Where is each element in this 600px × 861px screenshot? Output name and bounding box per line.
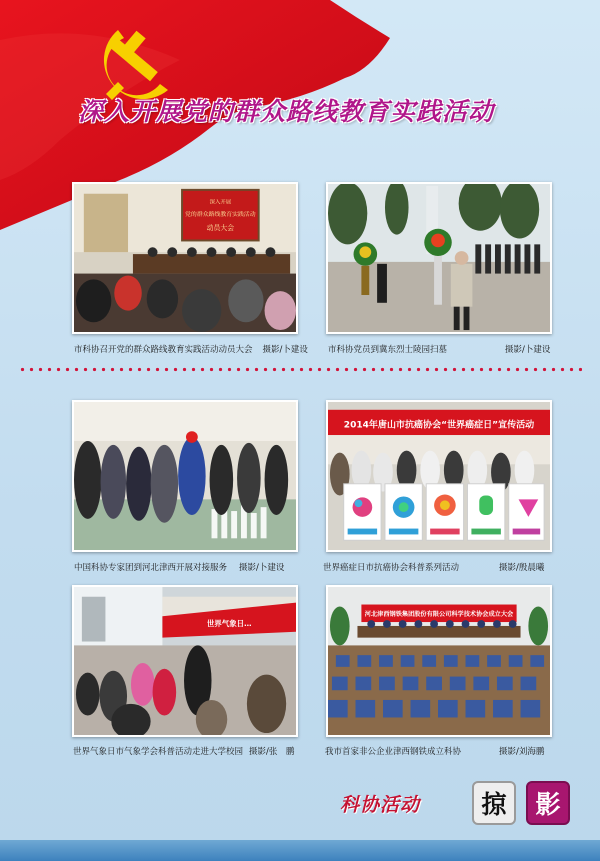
caption-photo-1 xyxy=(74,343,308,355)
caption-text: 我市首家非公企业津西钢铁成立科协 xyxy=(325,747,462,757)
caption-photo-3 xyxy=(74,561,284,573)
caption-credit: 摄影/刘海鹏 xyxy=(499,747,545,757)
caption-credit: 摄影/卜建设 xyxy=(505,345,551,355)
cancer-day-banner: 2014年唐山市抗癌协会“世界癌症日”宣传活动 xyxy=(343,420,535,431)
photo-meteorology-day xyxy=(72,585,298,737)
photo-world-cancer-day xyxy=(326,400,552,552)
dotted-divider xyxy=(18,365,582,374)
caption-photo-4 xyxy=(323,561,544,573)
caption-text: 世界癌症日市抗癌协会科普系列活动 xyxy=(323,563,460,573)
screen-text-line-3: 动员大会 xyxy=(206,223,235,232)
photo-jinxi-steel-association xyxy=(326,585,552,737)
screen-text-line-2: 党的群众路线教育实践活动 xyxy=(185,212,256,219)
caption-credit: 摄影/卜建设 xyxy=(262,345,308,355)
caption-text: 市科协党员到冀东烈士陵园扫墓 xyxy=(328,345,448,355)
footer-section-title: 科协活动 xyxy=(340,794,421,816)
page-title: 深入开展党的群众路线教育实践活动 xyxy=(78,97,495,126)
photo-mobilization-meeting xyxy=(72,182,298,334)
caption-text: 市科协召开党的群众路线教育实践活动动员大会 xyxy=(74,345,253,355)
caption-photo-5 xyxy=(73,745,294,757)
caption-credit: 摄影/殷晨曦 xyxy=(499,563,545,573)
photo-expert-visit xyxy=(72,400,298,552)
bottom-color-band xyxy=(0,840,600,861)
caption-credit: 摄影/卜建设 xyxy=(239,563,285,573)
caption-text: 中国科协专家团到河北津西开展对接服务 xyxy=(74,563,228,573)
caption-credit: 摄影/张 鹏 xyxy=(249,747,295,757)
footer-badge-2: 影 xyxy=(526,781,570,825)
caption-photo-2 xyxy=(328,343,550,355)
steel-association-banner: 河北津西钢铁集团股份有限公司科学技术协会成立大会 xyxy=(364,611,514,619)
caption-text: 世界气象日市气象学会科普活动走进大学校园 xyxy=(73,747,244,757)
screen-text-line-1: 深入开展 xyxy=(209,199,232,206)
photo-martyrs-cemetery xyxy=(326,182,552,334)
meteorology-banner: 世界气象日… xyxy=(206,618,252,628)
caption-photo-6 xyxy=(325,745,544,757)
footer-badge-1: 掠 xyxy=(472,781,516,825)
